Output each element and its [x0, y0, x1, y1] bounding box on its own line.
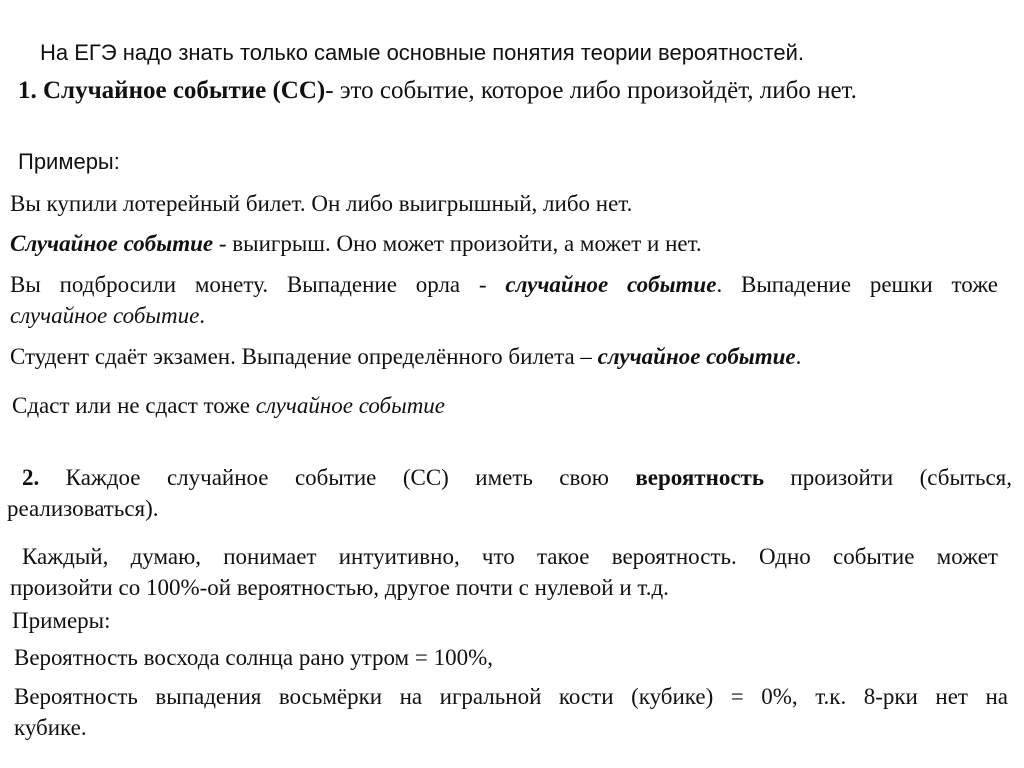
probability-sunrise: Вероятность восхода солнца рано утром = 100%, — [14, 645, 493, 670]
example-win-term: Случайное событие — [10, 231, 214, 256]
example-pass — [12, 393, 445, 419]
example-win-text: - выигрыш. Оно может произойти, а может и нет. — [213, 231, 702, 256]
definition-2-number: 2. — [22, 465, 40, 490]
example-exam-period: . — [795, 344, 802, 369]
example-coin-term: случайное событие — [505, 272, 717, 297]
definition-2-line2: реализоваться). — [7, 496, 159, 521]
example-pass-term: случайное событие — [255, 393, 446, 418]
examples-label-2: Примеры: — [12, 608, 111, 633]
example-coin-text-2: . Выпадение решки тоже — [716, 272, 999, 297]
definition-1-text: - это событие, которое либо произойдёт, либо нет. — [325, 77, 857, 104]
probability-dice-line1: Вероятность выпадения восьмёрки на игральной кости (кубике) = 0%, т.к. 8-рки нет на — [14, 684, 1008, 709]
definition-2-text-2: произойти (сбыться, — [764, 465, 1012, 490]
paragraph-line2: произойти со 100%-ой вероятностью, другое почти с нулевой и т.д. — [10, 575, 669, 600]
example-lottery: Вы купили лотерейный билет. Он либо выигрышный, либо нет. — [10, 191, 633, 216]
definition-1-term: Случайное событие (СС) — [43, 77, 326, 104]
probability-dice-line2: кубике. — [14, 715, 87, 740]
example-coin-line2 — [10, 303, 205, 329]
definition-1 — [18, 77, 857, 105]
examples-label-1: Примеры: — [18, 149, 120, 174]
paragraph-line1: Каждый, думаю, понимает интуитивно, что такое вероятность. Одно событие может — [22, 544, 998, 569]
definition-2-line1 — [22, 465, 1012, 491]
example-coin-line1 — [10, 272, 998, 298]
example-coin-text: Вы подбросили монету. Выпадение орла - — [10, 272, 487, 297]
example-coin-term-2: случайное событие — [10, 303, 200, 328]
intro-text: На ЕГЭ надо знать только самые основные понятия теории вероятностей. — [40, 40, 805, 65]
definition-2-term: вероятность — [635, 465, 764, 490]
example-coin-period: . — [199, 303, 206, 328]
definition-2-text: Каждое случайное событие (СС) иметь свою — [39, 465, 609, 490]
example-win — [10, 231, 702, 257]
example-exam-term: случайное событие — [597, 344, 796, 369]
example-exam — [10, 344, 801, 370]
example-exam-text: Студент сдаёт экзамен. Выпадение определённого билета – — [10, 344, 592, 369]
definition-1-number: 1. — [18, 77, 37, 104]
example-pass-text: Сдаст или не сдаст тоже — [12, 393, 250, 418]
